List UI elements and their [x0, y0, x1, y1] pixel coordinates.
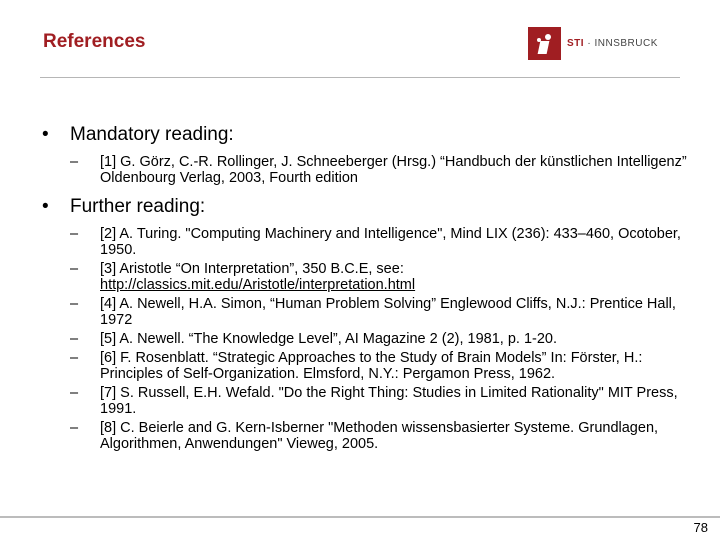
sti-logo-icon — [528, 27, 561, 60]
footer-divider — [0, 516, 720, 518]
bullet: • — [42, 196, 49, 217]
list-item: – [6] F. Rosenblatt. “Strategic Approaches to the Study of Brain Models” In: Förster, H.: Principles of Self-Organization. Elmsford, N.Y.: Pergamon Press, 1962. — [70, 350, 700, 382]
list-item: – [5] A. Newell. “The Knowledge Level”, AI Magazine 2 (2), 1981, p. 1-20. — [70, 331, 700, 347]
list-item: – [3] Aristotle “On Interpretation”, 350 B.C.E, see: http://classics.mit.edu/Aristotle/interpretation.html — [70, 261, 700, 293]
reference-1: [1] G. Görz, C.-R. Rollinger, J. Schneeberger (Hrsg.) “Handbuch der künstlichen Intelligenz” Oldenbourg Verlag, 2003, Fourth edition — [100, 154, 687, 186]
reference-7: [7] S. Russell, E.H. Wefald. "Do the Right Thing: Studies in Limited Rationality" MIT Press, 1991. — [100, 385, 678, 417]
reference-6: [6] F. Rosenblatt. “Strategic Approaches to the Study of Brain Models” In: Förster, H.: Principles of Self-Organization. Elmsford, N.Y.: Pergamon Press, 1962. — [100, 350, 643, 382]
reference-3: [3] Aristotle “On Interpretation”, 350 B.C.E, see: http://classics.mit.edu/Aristotle/interpretation.html — [100, 261, 416, 293]
reference-5: [5] A. Newell. “The Knowledge Level”, AI Magazine 2 (2), 1981, p. 1-20. — [100, 331, 558, 347]
logo-brand: STI — [567, 37, 585, 49]
bullet: • — [42, 124, 49, 145]
aristotle-link[interactable]: http://classics.mit.edu/Aristotle/interpretation.html — [100, 277, 416, 293]
further-reading-label: Further reading: — [70, 196, 206, 217]
reference-2: [2] A. Turing. "Computing Machinery and Intelligence", Mind LIX (236): 433–460, Ocotober, 1950. — [100, 226, 681, 258]
page-title: References — [43, 31, 146, 52]
sti-innsbruck-logo — [528, 26, 658, 60]
reference-4: [4] A. Newell, H.A. Simon, “Human Problem Solving” Englewood Cliffs, N.J.: Prentice Hall, 1972 — [100, 296, 676, 328]
references-content — [40, 124, 700, 455]
mandatory-reading-heading — [40, 124, 700, 146]
list-item: – [1] G. Görz, C.-R. Rollinger, J. Schneeberger (Hrsg.) “Handbuch der künstlichen Intelligenz” Oldenbourg Verlag, 2003, Fourth edition — [70, 154, 700, 186]
list-item: – [8] C. Beierle and G. Kern-Isberner "Methoden wissensbasierter Systeme. Grundlagen, Algorithmen, Anwendungen" Vieweg, 2005. — [70, 420, 700, 452]
logo-text — [567, 38, 658, 49]
reference-8: [8] C. Beierle and G. Kern-Isberner "Methoden wissensbasierter Systeme. Grundlagen, Algorithmen, Anwendungen" Vieweg, 2005. — [100, 420, 659, 452]
logo-separator: · — [587, 37, 592, 49]
list-item: – [2] A. Turing. "Computing Machinery and Intelligence", Mind LIX (236): 433–460, Ocotober, 1950. — [70, 226, 700, 258]
header-divider — [40, 77, 680, 78]
list-item: – [7] S. Russell, E.H. Wefald. "Do the Right Thing: Studies in Limited Rationality" MIT Press, 1991. — [70, 385, 700, 417]
mandatory-reading-label: Mandatory reading: — [70, 124, 234, 145]
page-number: 78 — [693, 520, 708, 535]
further-reading-heading — [40, 196, 700, 218]
logo-place: INNSBRUCK — [594, 37, 658, 49]
list-item: – [4] A. Newell, H.A. Simon, “Human Problem Solving” Englewood Cliffs, N.J.: Prentice Hall, 1972 — [70, 296, 700, 328]
